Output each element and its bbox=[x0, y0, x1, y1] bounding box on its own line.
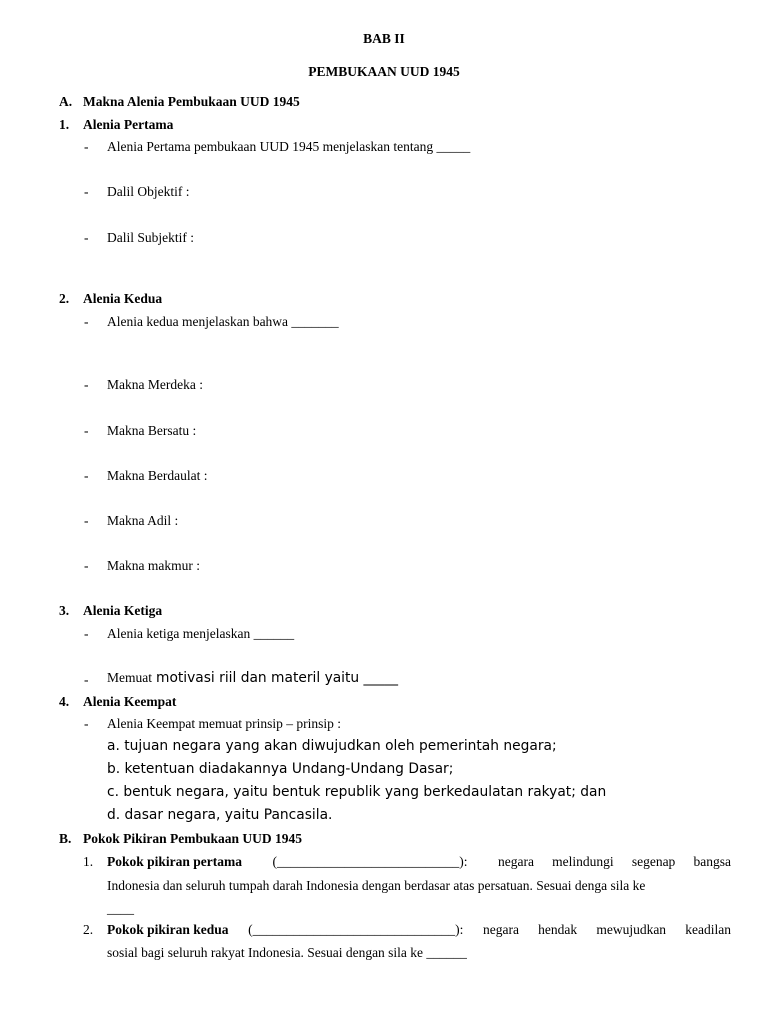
bullet-dash: - bbox=[84, 230, 89, 245]
item-2-number: 2. bbox=[59, 291, 70, 306]
motivasi-prefix: Memuat bbox=[107, 670, 152, 685]
bullet-dash: - bbox=[84, 139, 89, 154]
item-3-number: 3. bbox=[59, 603, 70, 618]
bullet-text: Alenia Pertama pembukaan UUD 1945 menjelaskan tentang _____ bbox=[107, 139, 471, 154]
pokok-1-line2: Indonesia dan seluruh tumpah darah Indonesia dengan berdasar atas persatuan. Sesuai denga sila ke bbox=[107, 878, 646, 893]
bullet-dash: - bbox=[84, 513, 89, 528]
bullet-dash: - bbox=[84, 716, 89, 731]
pokok-2-rest: negara hendak mewujudkan keadilan bbox=[482, 922, 731, 937]
bullet-text: Makna makmur : bbox=[107, 558, 200, 573]
principle-item: d. dasar negara, yaitu Pancasila. bbox=[107, 807, 333, 823]
bullet-text: Dalil Objektif : bbox=[107, 184, 190, 199]
bullet-text: Makna Berdaulat : bbox=[107, 468, 208, 483]
pokok-1-number: 1. bbox=[83, 854, 94, 869]
pokok-2-label: Pokok pikiran kedua bbox=[107, 922, 229, 937]
pokok-1-text bbox=[498, 854, 731, 870]
pokok-1-line3: ____ bbox=[107, 901, 134, 916]
bullet-text: Alenia kedua menjelaskan bahwa _______ bbox=[107, 314, 339, 329]
section-a-heading: Makna Alenia Pembukaan UUD 1945 bbox=[83, 94, 300, 109]
bullet-text: Dalil Subjektif : bbox=[107, 230, 194, 245]
chapter-heading: BAB II bbox=[363, 31, 405, 46]
pokok-1-blank: (___________________________): bbox=[272, 854, 468, 869]
document-title: PEMBUKAAN UUD 1945 bbox=[308, 64, 460, 79]
bullet-dash: - bbox=[84, 184, 89, 199]
pokok-2-blank: (______________________________): bbox=[248, 922, 464, 937]
motivasi-text: motivasi riil dan materil yaitu _____ bbox=[156, 670, 399, 686]
pokok-2-line2: sosial bagi seluruh rakyat Indonesia. Sesuai dengan sila ke ______ bbox=[107, 945, 467, 960]
motivasi-line bbox=[107, 669, 398, 687]
bullet-text: Makna Merdeka : bbox=[107, 377, 203, 392]
pokok-1-line1 bbox=[107, 854, 731, 870]
principle-item: c. bentuk negara, yaitu bentuk republik yang berkedaulatan rakyat; dan bbox=[107, 784, 607, 800]
bullet-dash: - bbox=[84, 626, 89, 641]
item-4-heading: Alenia Keempat bbox=[83, 694, 177, 709]
bullet-dash: - bbox=[84, 314, 89, 329]
pokok-2-number: 2. bbox=[83, 922, 94, 937]
section-a-marker: A. bbox=[59, 94, 73, 109]
bullet-dash: - bbox=[84, 423, 89, 438]
bullet-dash: - bbox=[84, 672, 89, 687]
pokok-1-rest: negara melindungi segenap bangsa bbox=[497, 854, 731, 869]
item-3-heading: Alenia Ketiga bbox=[83, 603, 163, 618]
item-1-number: 1. bbox=[59, 117, 70, 132]
item-2-heading: Alenia Kedua bbox=[83, 291, 163, 306]
pokok-2-line1 bbox=[107, 922, 731, 938]
item-1-heading: Alenia Pertama bbox=[83, 117, 174, 132]
section-b-marker: B. bbox=[59, 831, 72, 846]
bullet-text: Alenia Keempat memuat prinsip – prinsip : bbox=[107, 716, 341, 731]
bullet-text: Makna Adil : bbox=[107, 513, 179, 528]
principle-item: b. ketentuan diadakannya Undang-Undang Dasar; bbox=[107, 761, 454, 777]
principle-item: a. tujuan negara yang akan diwujudkan oleh pemerintah negara; bbox=[107, 738, 557, 754]
section-b-heading: Pokok Pikiran Pembukaan UUD 1945 bbox=[83, 831, 303, 846]
pokok-1-label: Pokok pikiran pertama bbox=[107, 854, 243, 869]
item-4-number: 4. bbox=[59, 694, 70, 709]
bullet-dash: - bbox=[84, 377, 89, 392]
bullet-dash: - bbox=[84, 468, 89, 483]
bullet-dash: - bbox=[84, 558, 89, 573]
bullet-text: Alenia ketiga menjelaskan ______ bbox=[107, 626, 295, 641]
bullet-text: Makna Bersatu : bbox=[107, 423, 197, 438]
